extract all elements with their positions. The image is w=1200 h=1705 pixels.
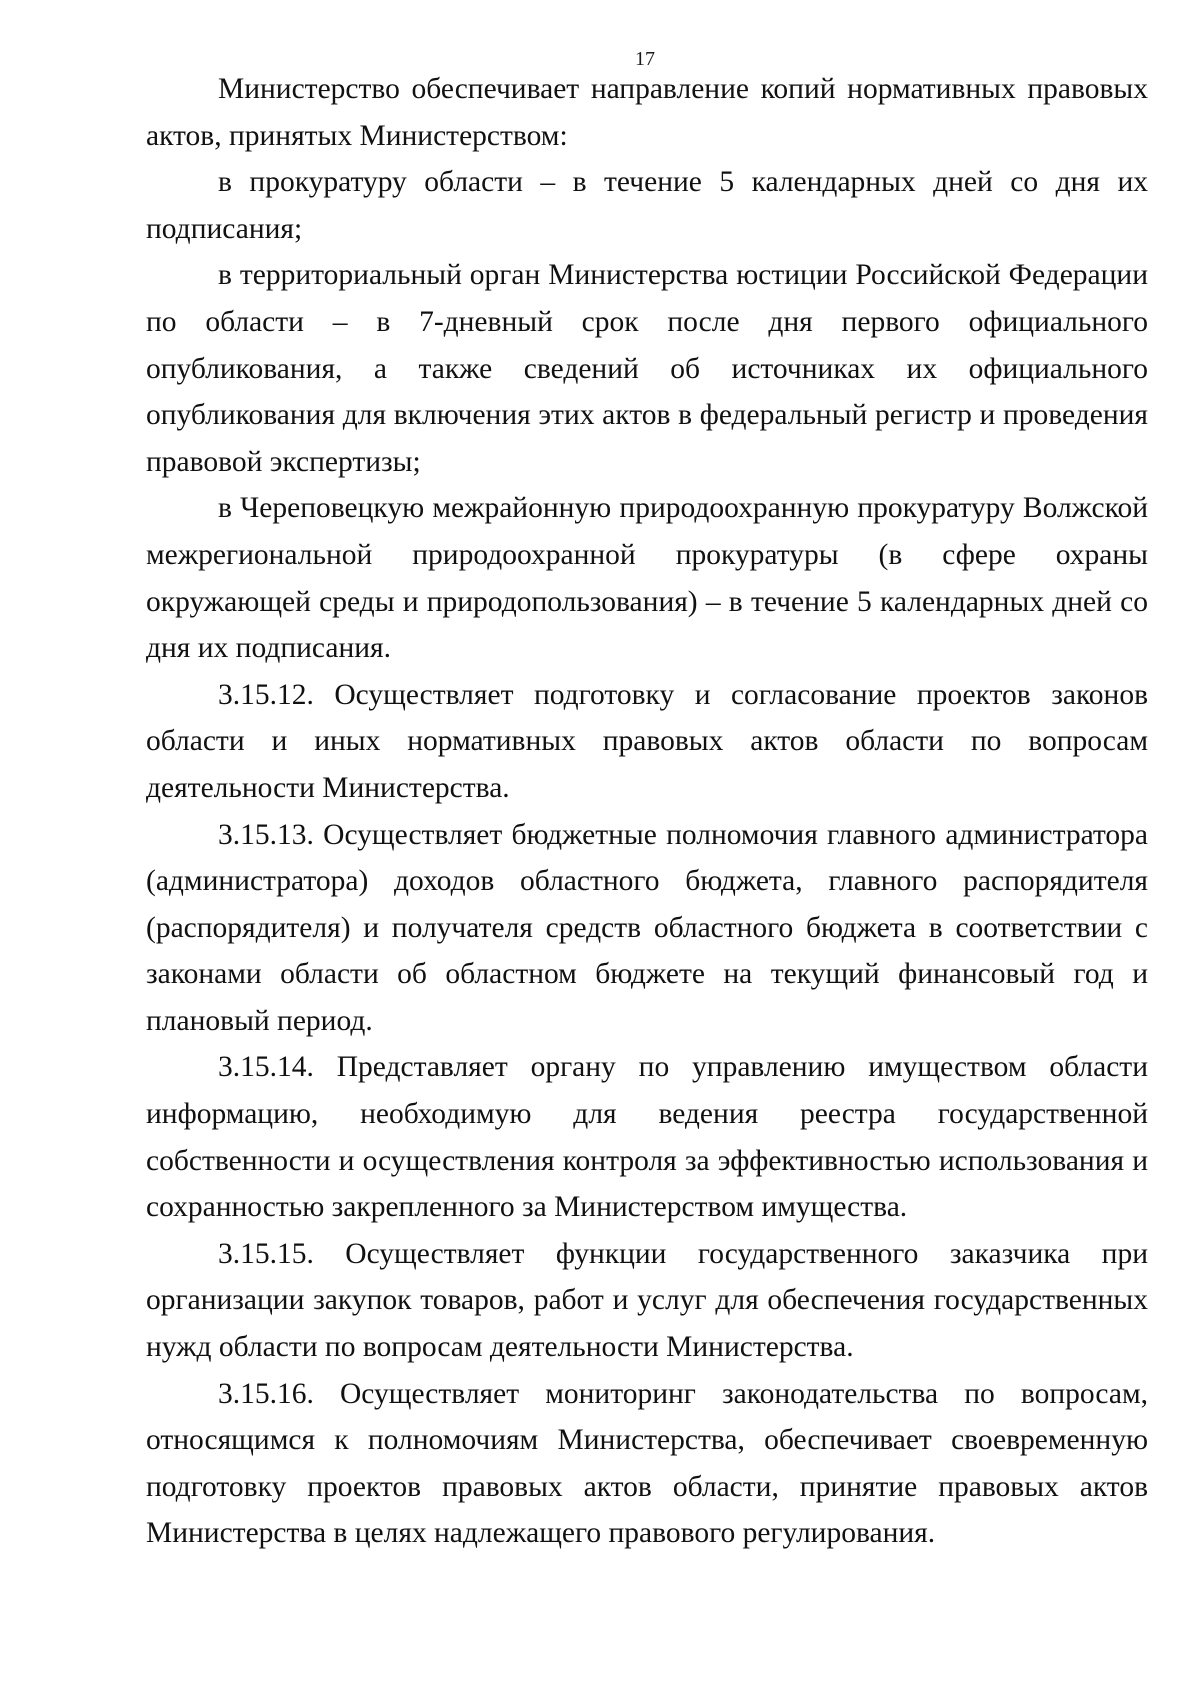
paragraph-3-15-12: 3.15.12. Осуществляет подготовку и согласование проектов законов области и иных нормативных правовых актов области по вопросам деятельности Министерства. xyxy=(146,678,1148,804)
paragraph-environmental-prosecutor: в Череповецкую межрайонную природоохранную прокуратуру Волжской межрегиональной природоохранной прокуратуры (в сфере охраны окружающей среды и природопользования) – в течение 5 календарных дней со дня их подписания. xyxy=(146,492,1148,665)
paragraph-3-15-16: 3.15.16. Осуществляет мониторинг законодательства по вопросам, относящимся к полномочиям Министерства, обеспечивает своевременную подготовку проектов правовых актов области, принятие правовых актов Министерства в целях надлежащего правового регулирования. xyxy=(146,1377,1148,1550)
paragraph-3-15-14: 3.15.14. Представляет органу по управлению имуществом области информацию, необходимую для ведения реестра государственной собственности и осуществления контроля за эффективностью использования и сохранностью закрепленного за Министерством имущества. xyxy=(146,1051,1148,1224)
paragraph-justice-ministry: в территориальный орган Министерства юстиции Российской Федерации по области – в 7-дневный срок после дня первого официального опубликования, а также сведений об источниках их официального опубликования для включения этих актов в федеральный регистр и проведения правовой экспертизы; xyxy=(146,259,1148,478)
paragraph-3-15-15: 3.15.15. Осуществляет функции государственного заказчика при организации закупок товаров, работ и услуг для обеспечения государственных нужд области по вопросам деятельности Министерства. xyxy=(146,1237,1148,1364)
paragraph-3-15-13: 3.15.13. Осуществляет бюджетные полномочия главного администратора (администратора) доходов областного бюджета, главного распорядителя (распорядителя) и получателя средств областного бюджета в соответствии с законами области об областном бюджете на текущий финансовый год и плановый период. xyxy=(146,818,1148,1037)
document-body xyxy=(146,66,1148,1557)
paragraph-prosecutor: в прокуратуру области – в течение 5 календарных дней со дня их подписания; xyxy=(146,166,1148,245)
page-number: 17 xyxy=(635,48,655,70)
paragraph-intro: Министерство обеспечивает направление копий нормативных правовых актов, принятых Министерством: xyxy=(146,73,1148,152)
